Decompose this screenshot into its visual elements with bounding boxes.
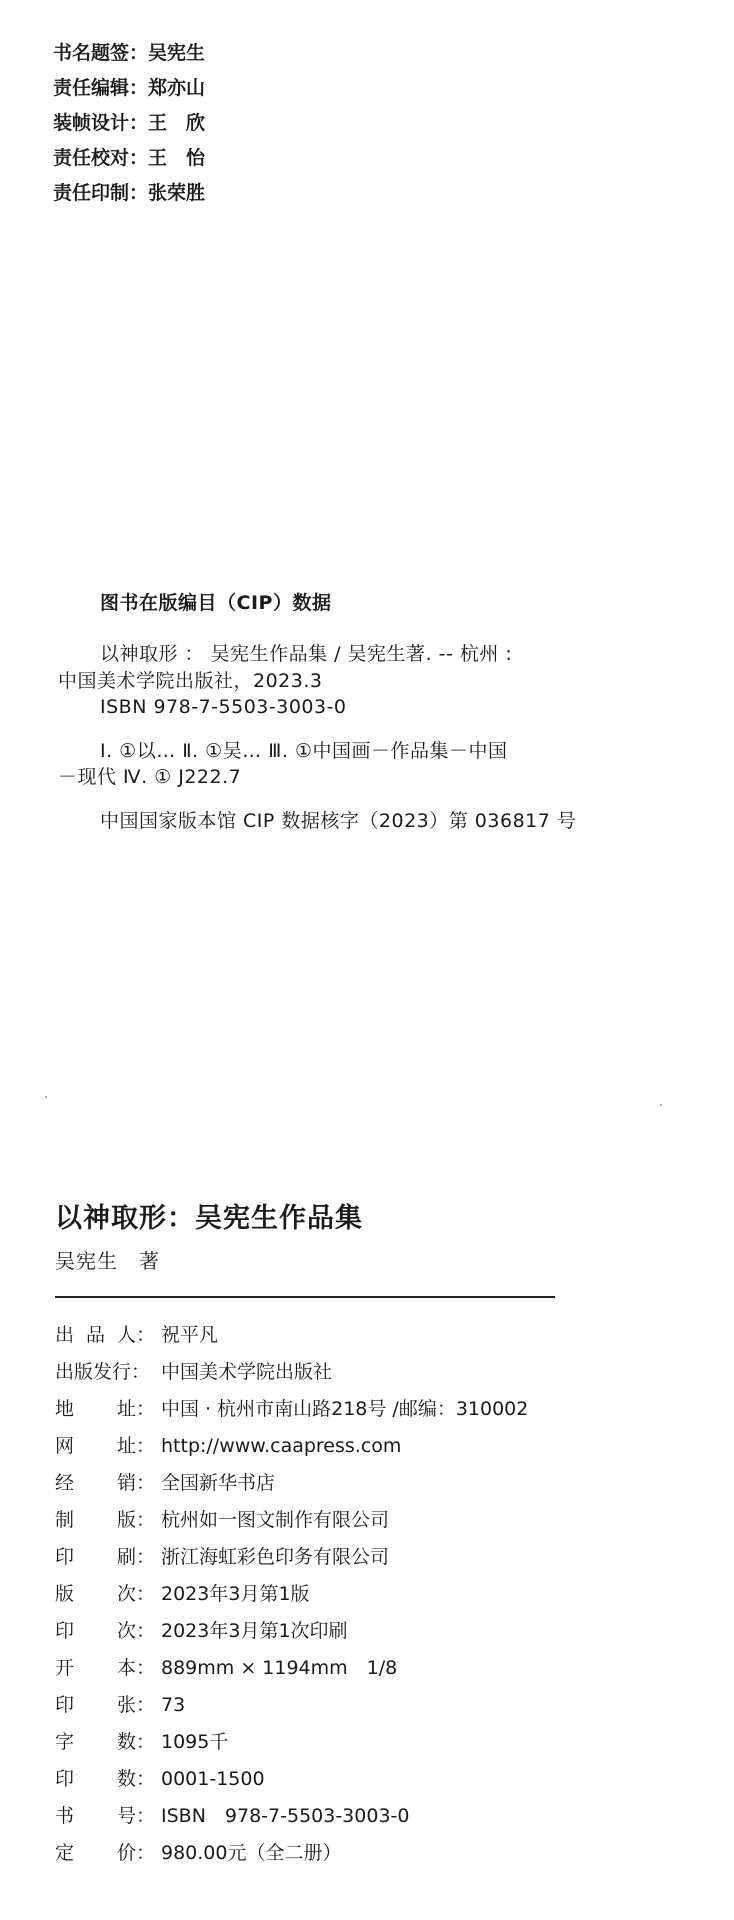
pub-row-format — [55, 1650, 528, 1687]
pub-row-price — [55, 1835, 528, 1872]
divider-rule — [55, 1296, 555, 1298]
pub-row-address — [55, 1391, 528, 1428]
credit-value: 王 怡 — [148, 147, 206, 169]
cip-line-6: 中国国家版本馆 CIP 数据核字（2023）第 036817 号 — [100, 810, 577, 832]
pub-value: 2023年3月第1次印刷 — [161, 1620, 348, 1642]
pub-label: 印 数： — [55, 1768, 155, 1790]
scan-speck — [660, 1104, 662, 1106]
pub-row-producer — [55, 1317, 528, 1354]
pub-label: 经 销： — [55, 1472, 155, 1494]
credits-block — [53, 36, 205, 211]
credit-printing — [53, 176, 205, 211]
pub-label: 印 次： — [55, 1620, 155, 1642]
pub-label: 版 次： — [55, 1583, 155, 1605]
cip-title: 图书在版编目（CIP）数据 — [100, 592, 332, 614]
credit-label: 责任编辑： — [53, 77, 149, 99]
pub-label: 出 品 人： — [55, 1324, 155, 1346]
scan-speck — [45, 1096, 47, 1098]
pub-row-print-run — [55, 1761, 528, 1798]
pub-row-edition — [55, 1576, 528, 1613]
pub-label: 定 价： — [55, 1842, 155, 1864]
pub-value: http://www.caapress.com — [161, 1435, 402, 1457]
pub-row-distributor — [55, 1465, 528, 1502]
pub-value: 0001-1500 — [161, 1768, 265, 1790]
credit-value: 王 欣 — [148, 112, 206, 134]
pub-row-website — [55, 1428, 528, 1465]
pub-row-plate-making — [55, 1502, 528, 1539]
pub-label: 制 版： — [55, 1509, 155, 1531]
pub-label: 地 址： — [55, 1398, 155, 1420]
pub-label: 印 刷： — [55, 1546, 155, 1568]
book-title: 以神取形：吴宪生作品集 — [55, 1203, 363, 1234]
book-author: 吴宪生 著 — [55, 1249, 160, 1273]
pub-row-sheets — [55, 1687, 528, 1724]
credit-value: 张荣胜 — [148, 182, 206, 204]
credit-label: 责任校对： — [53, 147, 149, 169]
pub-value: 2023年3月第1版 — [161, 1583, 310, 1605]
pub-row-printer — [55, 1539, 528, 1576]
credit-value: 吴宪生 — [148, 42, 206, 64]
cip-line-5: －现代 Ⅳ. ① J222.7 — [58, 766, 242, 788]
credit-value: 郑亦山 — [148, 77, 206, 99]
pub-label: 开 本： — [55, 1657, 155, 1679]
pub-value: 中国美术学院出版社 — [161, 1361, 333, 1383]
pub-value: 889mm × 1194mm 1/8 — [161, 1657, 398, 1679]
pub-value: ISBN 978-7-5503-3003-0 — [161, 1805, 410, 1827]
pub-value: 980.00元（全二册） — [161, 1842, 342, 1864]
pub-label: 字 数： — [55, 1731, 155, 1753]
credit-editor — [53, 71, 205, 106]
pub-label: 印 张： — [55, 1694, 155, 1716]
credit-design — [53, 106, 205, 141]
pub-label: 网 址： — [55, 1435, 155, 1457]
pub-row-isbn — [55, 1798, 528, 1835]
pub-row-word-count — [55, 1724, 528, 1761]
pub-value: 祝平凡 — [161, 1324, 219, 1346]
credit-label: 责任印制： — [53, 182, 149, 204]
pub-row-publisher — [55, 1354, 528, 1391]
credit-proofreader — [53, 141, 205, 176]
pub-value: 全国新华书店 — [161, 1472, 276, 1494]
pub-value: 1095千 — [161, 1731, 229, 1753]
credit-label: 装帧设计： — [53, 112, 149, 134]
pub-value: 中国 · 杭州市南山路218号 /邮编：310002 — [161, 1398, 529, 1420]
credit-calligraphy — [53, 36, 205, 71]
pub-value: 73 — [161, 1694, 186, 1716]
cip-line-1: 以神取形 ： 吴宪生作品集 / 吴宪生著. -- 杭州 : — [100, 643, 513, 665]
pub-label: 书 号： — [55, 1805, 155, 1827]
pub-label: 出版发行： — [55, 1361, 151, 1383]
cip-line-4: Ⅰ. ①以… Ⅱ. ①吴… Ⅲ. ①中国画－作品集－中国 — [100, 740, 508, 762]
publication-details — [55, 1317, 528, 1872]
pub-value: 浙江海虹彩色印务有限公司 — [161, 1546, 390, 1568]
pub-row-impression — [55, 1613, 528, 1650]
cip-line-2: 中国美术学院出版社，2023.3 — [58, 670, 323, 692]
pub-value: 杭州如一图文制作有限公司 — [161, 1509, 390, 1531]
credit-label: 书名题签： — [53, 42, 149, 64]
cip-line-3: ISBN 978-7-5503-3003-0 — [100, 696, 347, 718]
